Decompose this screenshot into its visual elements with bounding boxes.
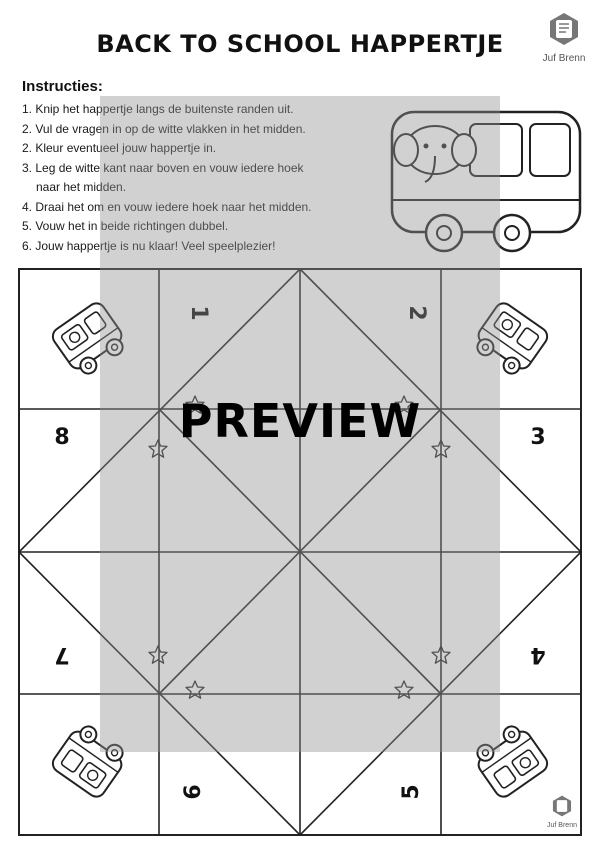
number-6: 6 — [181, 784, 206, 800]
instruction-step: naar het midden. — [36, 180, 127, 194]
footer-brand-name: Juf Brenn — [547, 822, 577, 829]
instruction-step: 5. Vouw het in beide richtingen dubbel. — [22, 219, 229, 233]
book-icon — [551, 795, 573, 817]
number-8: 8 — [54, 425, 70, 450]
footer-logo — [544, 795, 580, 829]
number-2: 2 — [404, 305, 429, 321]
instructions-heading: Instructies: — [22, 78, 103, 95]
instruction-step: 4. Draai het om en vouw iedere hoek naar het midden. — [22, 199, 312, 214]
number-7: 7 — [54, 642, 70, 667]
instruction-step: 3. Leg de witte kant naar boven en vouw iedere hoek — [22, 160, 304, 175]
number-3: 3 — [530, 425, 546, 450]
instruction-step: 6. Jouw happertje is nu klaar! Veel speelplezier! — [22, 238, 276, 253]
preview-watermark: PREVIEW — [178, 394, 422, 448]
instruction-step: 2. Kleur eventueel jouw happertje in. — [22, 141, 217, 155]
number-1: 1 — [186, 305, 211, 321]
instruction-step: 1. Knip het happertje langs de buitenste randen uit. — [22, 102, 294, 116]
number-4: 4 — [530, 642, 546, 667]
page-title: BACK TO SCHOOL HAPPERTJE — [96, 30, 504, 58]
number-5: 5 — [399, 784, 424, 800]
instruction-step: 2. Vul de vragen in op de witte vlakken in het midden. — [22, 121, 306, 136]
brand-name: Juf Brenn — [542, 53, 586, 64]
